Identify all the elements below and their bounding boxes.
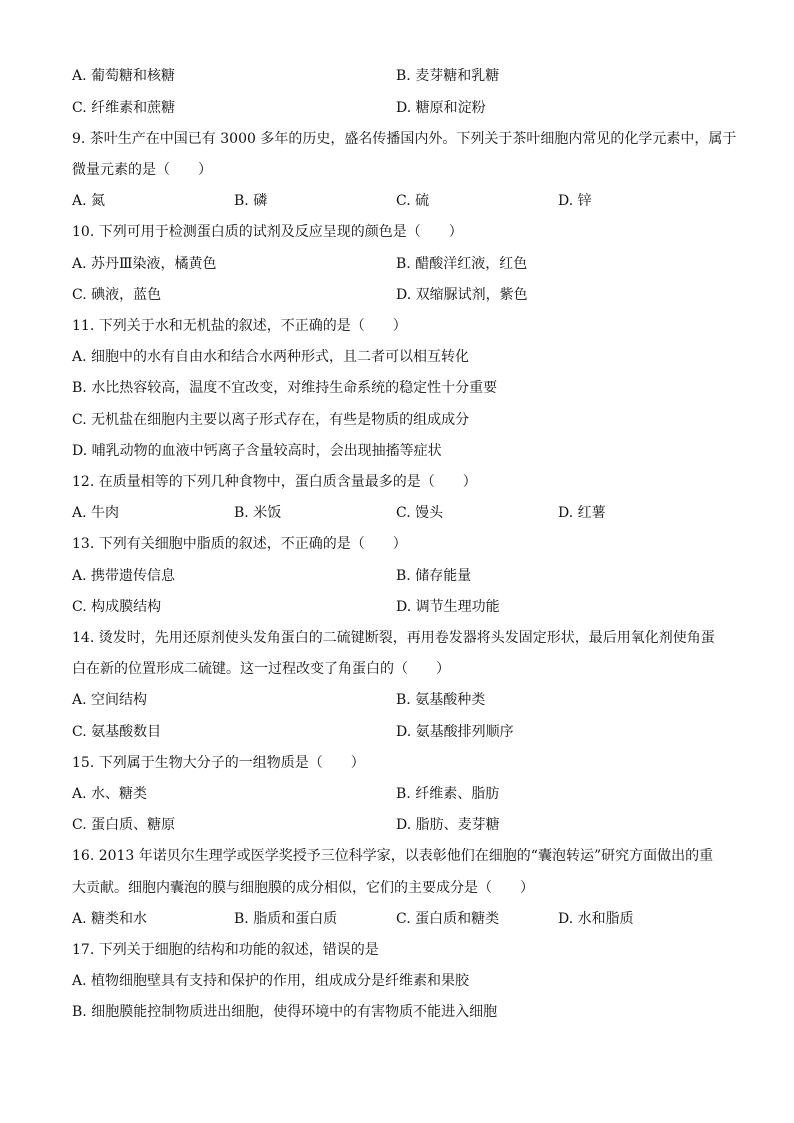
- q9-option-b[interactable]: B. 磷: [234, 193, 268, 209]
- q13-options-row-2: [72, 596, 732, 618]
- q12-option-c[interactable]: C. 馒头: [396, 505, 444, 521]
- q16-options-row: [72, 908, 732, 930]
- q15-options-row-1: [72, 783, 732, 805]
- q11-option-b[interactable]: B. 水比热容较高，温度不宜改变，对维持生命系统的稳定性十分重要: [72, 380, 498, 396]
- q13-options-row-1: [72, 565, 732, 587]
- q10-options-row-2: [72, 284, 732, 306]
- q15-option-d[interactable]: D. 脂肪、麦芽糖: [396, 817, 500, 833]
- q10-option-a[interactable]: A. 苏丹Ⅲ染液，橘黄色: [72, 256, 217, 272]
- q10-options-row-1: [72, 253, 732, 275]
- q16-stem-line-2: 大贡献。细胞内囊泡的膜与细胞膜的成分相似，它们的主要成分是（ ）: [72, 880, 534, 896]
- q14-option-b[interactable]: B. 氨基酸种类: [396, 692, 486, 708]
- q14-options-row-1: [72, 689, 732, 711]
- q16-option-a[interactable]: A. 糖类和水: [72, 911, 148, 927]
- q16-option-b[interactable]: B. 脂质和蛋白质: [234, 911, 338, 927]
- q14-option-d[interactable]: D. 氨基酸排列顺序: [396, 724, 514, 740]
- q8-option-d[interactable]: D. 糖原和淀粉: [396, 100, 486, 116]
- q8-options-row-2: [72, 97, 732, 119]
- q13-stem: 13. 下列有关细胞中脂质的叙述，不正确的是（ ）: [72, 536, 407, 552]
- q9-option-c[interactable]: C. 硫: [396, 193, 430, 209]
- q13-option-b[interactable]: B. 储存能量: [396, 568, 472, 584]
- q10-option-c[interactable]: C. 碘液，蓝色: [72, 287, 162, 303]
- q10-option-d[interactable]: D. 双缩脲试剂，紫色: [396, 287, 528, 303]
- q9-option-d[interactable]: D. 锌: [558, 193, 592, 209]
- q8-option-b[interactable]: B. 麦芽糖和乳糖: [396, 68, 500, 84]
- q11-option-a[interactable]: A. 细胞中的水有自由水和结合水两种形式，且二者可以相互转化: [72, 349, 470, 365]
- q13-option-c[interactable]: C. 构成膜结构: [72, 599, 162, 615]
- q16-stem-line-1: 16. 2013 年诺贝尔生理学或医学奖授予三位科学家，以表彰他们在细胞的“囊泡转运”研究方面做出的重: [72, 848, 714, 864]
- q17-option-a[interactable]: A. 植物细胞壁具有支持和保护的作用，组成成分是纤维素和果胶: [72, 973, 470, 989]
- q17-option-b[interactable]: B. 细胞膜能控制物质进出细胞，使得环境中的有害物质不能进入细胞: [72, 1004, 498, 1020]
- q15-option-a[interactable]: A. 水、糖类: [72, 786, 148, 802]
- q11-stem: 11. 下列关于水和无机盐的叙述，不正确的是（ ）: [72, 318, 407, 334]
- q8-option-a[interactable]: A. 葡萄糖和核糖: [72, 68, 176, 84]
- q9-stem-line-1: 9. 茶叶生产在中国已有 3000 多年的历史，盛名传播国内外。下列关于茶叶细胞内常见的化学元素中，属于: [72, 131, 737, 147]
- q11-option-c[interactable]: C. 无机盐在细胞内主要以离子形式存在，有些是物质的组成成分: [72, 412, 470, 428]
- q14-option-a[interactable]: A. 空间结构: [72, 692, 148, 708]
- q12-option-b[interactable]: B. 米饭: [234, 505, 282, 521]
- q16-option-c[interactable]: C. 蛋白质和糖类: [396, 911, 500, 927]
- q9-stem-line-2: 微量元素的是（ ）: [72, 162, 212, 178]
- q15-option-c[interactable]: C. 蛋白质、糖原: [72, 817, 176, 833]
- q13-option-d[interactable]: D. 调节生理功能: [396, 599, 500, 615]
- q9-option-a[interactable]: A. 氮: [72, 193, 106, 209]
- q17-stem: 17. 下列关于细胞的结构和功能的叙述，错误的是: [72, 942, 379, 958]
- q16-option-d[interactable]: D. 水和脂质: [558, 911, 634, 927]
- q14-options-row-2: [72, 721, 732, 743]
- q12-option-d[interactable]: D. 红薯: [558, 505, 606, 521]
- q12-stem: 12. 在质量相等的下列几种食物中，蛋白质含量最多的是（ ）: [72, 474, 477, 490]
- q8-option-c[interactable]: C. 纤维素和蔗糖: [72, 100, 176, 116]
- q10-stem: 10. 下列可用于检测蛋白质的试剂及反应呈现的颜色是（ ）: [72, 224, 463, 240]
- q15-option-b[interactable]: B. 纤维素、脂肪: [396, 786, 500, 802]
- q14-stem-line-2: 白在新的位置形成二硫键。这一过程改变了角蛋白的（ ）: [72, 661, 450, 677]
- q15-stem: 15. 下列属于生物大分子的一组物质是（ ）: [72, 755, 365, 771]
- q11-option-d[interactable]: D. 哺乳动物的血液中钙离子含量较高时，会出现抽搐等症状: [72, 443, 442, 459]
- q10-option-b[interactable]: B. 醋酸洋红液，红色: [396, 256, 528, 272]
- q9-options-row: [72, 190, 732, 212]
- q12-option-a[interactable]: A. 牛肉: [72, 505, 120, 521]
- q14-option-c[interactable]: C. 氨基酸数目: [72, 724, 162, 740]
- q13-option-a[interactable]: A. 携带遗传信息: [72, 568, 176, 584]
- q15-options-row-2: [72, 814, 732, 836]
- q8-options-row-1: [72, 65, 732, 87]
- q12-options-row: [72, 502, 732, 524]
- q14-stem-line-1: 14. 烫发时，先用还原剂使头发角蛋白的二硫键断裂，再用卷发器将头发固定形状，最后用氧化剂使角蛋: [72, 630, 715, 646]
